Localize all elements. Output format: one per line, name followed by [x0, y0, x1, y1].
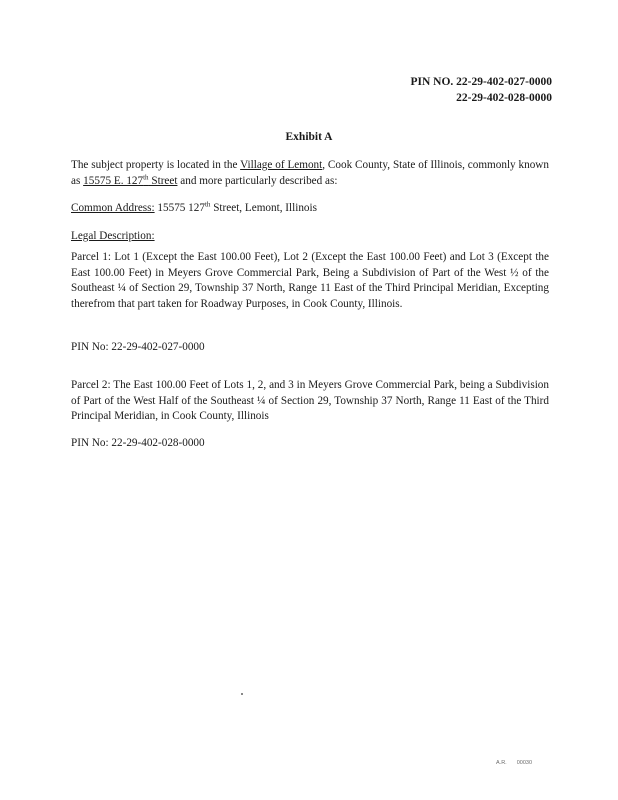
- legal-description-label-paragraph: [71, 229, 549, 245]
- village-name: Village of Lemont: [240, 159, 323, 171]
- intro-text-3: and more particularly described as:: [177, 174, 338, 187]
- parcel-2-pin: PIN No: 22-29-402-028-0000: [71, 437, 205, 449]
- common-address-label: Common Address:: [71, 202, 155, 214]
- common-address-value-prefix: 15575 127: [154, 202, 205, 214]
- bates-prefix: A.R.: [496, 760, 507, 766]
- common-address-ordinal: th: [204, 200, 211, 209]
- legal-description-label: Legal Description:: [71, 230, 155, 242]
- common-address-value-suffix: Street, Lemont, Illinois: [210, 202, 317, 214]
- intro-text-2: , Cook County, State of Illinois, commonly known as: [71, 159, 549, 187]
- scan-speck: [241, 693, 243, 695]
- property-address: [83, 172, 178, 187]
- bates-stamp: [496, 760, 532, 766]
- bates-number: 00030: [516, 760, 532, 766]
- address-ordinal: th: [143, 172, 149, 181]
- pin-line-2: 22-29-402-028-0000: [456, 92, 552, 104]
- parcel-1-description: Parcel 1: Lot 1 (Except the East 100.00 Feet), Lot 2 (Except the East 100.00 Feet) and Lot 3 (Except the East 100.00 Feet) in Meyers Grove Commercial Park, Being a Subdivision of Part of the West ½ of the Southeast ¼ of Section 29, Township 37 North, Range 11 East of the Third Principal Meridian, Excepting therefrom that part taken for Roadway Purposes, in Cook County, Illinois.: [71, 251, 549, 310]
- address-street-name: Street: [148, 174, 178, 187]
- intro-text-1: The subject property is located in the: [71, 159, 241, 171]
- parcel-2-description: Parcel 2: The East 100.00 Feet of Lots 1, 2, and 3 in Meyers Grove Commercial Park, being a Subdivision of Part of the West Half of the Southeast ¼ of Section 29, Township 37 North, Range 11 East of the Third Principal Meridian, in Cook County, Illinois: [71, 379, 549, 422]
- pin-numbers-header: [411, 74, 553, 106]
- intro-paragraph: [71, 158, 549, 189]
- address-street-number: 15575 E. 127: [83, 174, 144, 187]
- common-address-paragraph: [71, 201, 549, 217]
- document-title: Exhibit A: [285, 131, 333, 143]
- pin-line-1: PIN NO. 22-29-402-027-0000: [410, 76, 552, 88]
- parcel-1-pin: PIN No: 22-29-402-027-0000: [71, 341, 205, 353]
